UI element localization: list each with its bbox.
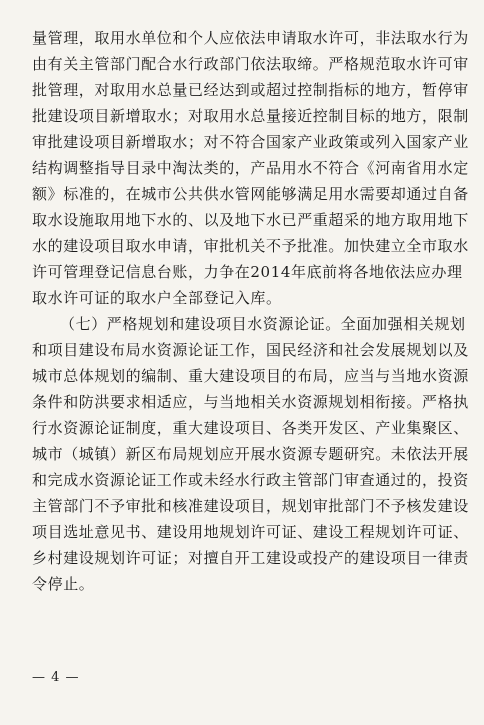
- text-line: 令停止。: [32, 575, 95, 593]
- text-line: 城市（城镇）新区布局规划应开展水资源专题研究。未依法开展: [32, 445, 469, 463]
- text-line: 条件和防洪要求相适应，与当地相关水资源规划相衔接。严格执: [32, 393, 469, 411]
- page-number: — 4 —: [32, 670, 80, 685]
- text-line: 许可管理登记信息台账，力争在2014年底前将各地依法应办理: [32, 263, 463, 281]
- text-line: 取水设施取用地下水的、以及地下水已严重超采的地方取用地下: [32, 211, 469, 229]
- text-line: 行水资源论证制度，重大建设项目、各类开发区、产业集聚区、: [32, 419, 469, 437]
- text-line: 批管理，对取用水总量已经达到或超过控制指标的地方，暂停审: [32, 81, 469, 99]
- text-line: 城市总体规划的编制、重大建设项目的布局，应当与当地水资源: [32, 367, 469, 385]
- text-line: 结构调整指导目录中淘汰类的，产品用水不符合《河南省用水定: [32, 159, 469, 177]
- text-line: 主管部门不予审批和核准建设项目，规划审批部门不予核发建设: [32, 497, 469, 515]
- text-line: 和完成水资源论证工作或未经水行政主管部门审查通过的，投资: [32, 471, 469, 489]
- text-line: 水的建设项目取水申请，审批机关不予批准。加快建立全市取水: [32, 237, 469, 255]
- text-line: 乡村建设规划许可证；对擅自开工建设或投产的建设项目一律责: [32, 549, 469, 567]
- text-line: 项目选址意见书、建设用地规划许可证、建设工程规划许可证、: [32, 523, 469, 541]
- text-line: 和项目建设布局水资源论证工作，国民经济和社会发展规划以及: [32, 341, 469, 359]
- text-line: 量管理，取用水单位和个人应依法申请取水许可，非法取水行为: [32, 29, 469, 47]
- text-line: （七）严格规划和建设项目水资源论证。全面加强相关规划: [60, 315, 466, 333]
- text-line: 审批建设项目新增取水；对不符合国家产业政策或列入国家产业: [32, 133, 469, 151]
- text-line: 批建设项目新增取水；对取用水总量接近控制目标的地方，限制: [32, 107, 469, 125]
- text-line: 额》标准的，在城市公共供水管网能够满足用水需要却通过自备: [32, 185, 469, 203]
- text-line: 由有关主管部门配合水行政部门依法取缔。严格规范取水许可审: [32, 55, 469, 73]
- text-line: 取水许可证的取水户全部登记入库。: [32, 289, 282, 307]
